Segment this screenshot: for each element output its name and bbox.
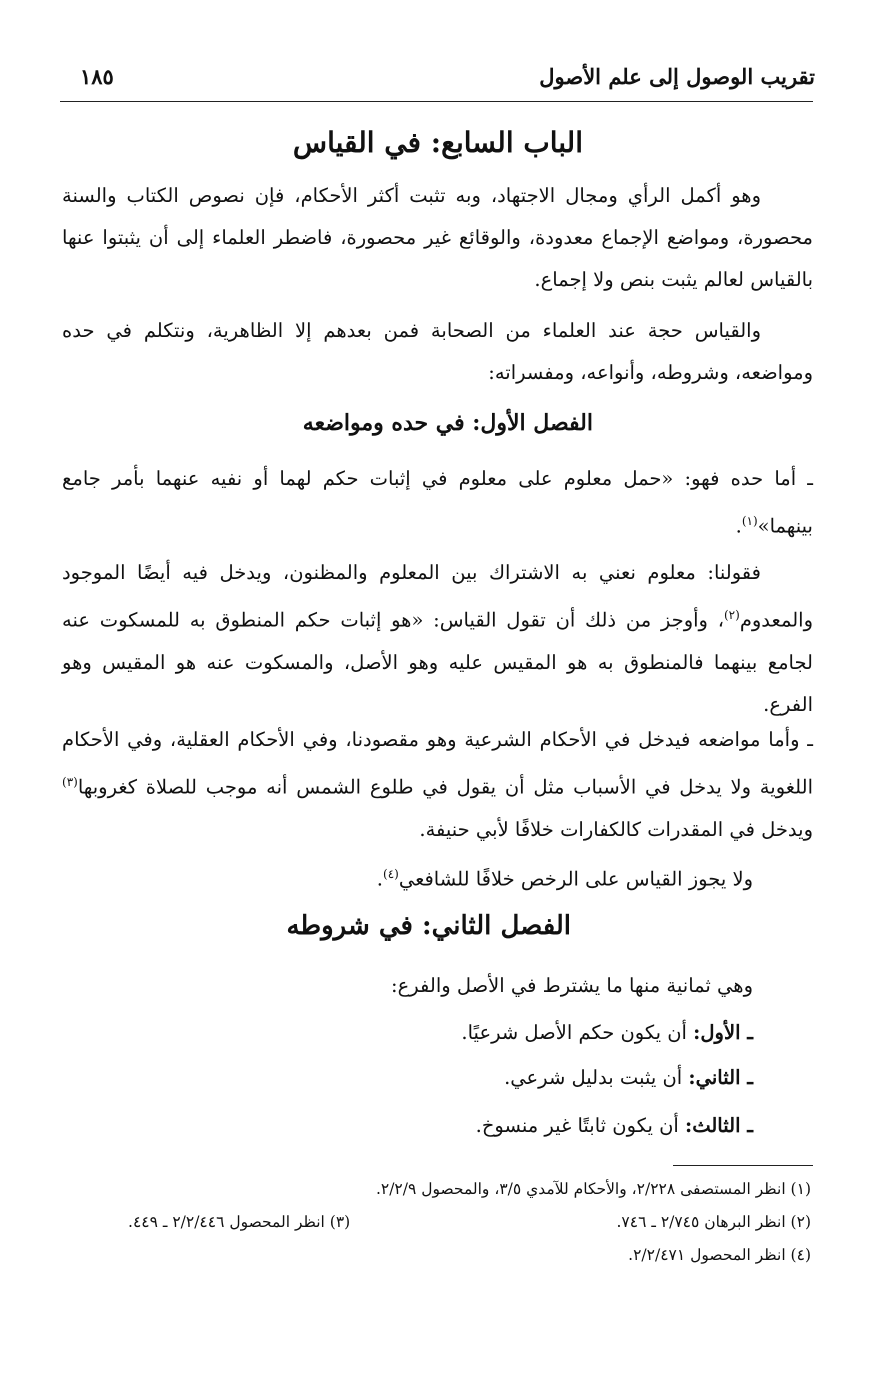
condition-label: ـ الثاني: <box>688 1066 753 1089</box>
footnote-ref-2: (٢) <box>723 608 740 622</box>
header-rule <box>60 101 813 102</box>
paragraph-rukhas: ولا يجوز القياس على الرخص خلافًا للشافعي$^{(٤)}$. <box>376 867 753 891</box>
condition-text: أن يثبت بدليل شرعي. <box>504 1066 683 1089</box>
footnote-ref-4: (٤) <box>383 867 399 881</box>
condition-text: أن يكون حكم الأصل شرعيًا. <box>461 1021 687 1044</box>
footnote-3: (٣) انظر المحصول ٢/٢/٤٤٦ ـ ٤٤٩. <box>128 1213 351 1231</box>
definition-text: ـ أما حده فهو: «حمل معلوم على معلوم في إثبات حكم لهما أو نفيه عنهما بأمر جامع بينهما» <box>62 467 813 538</box>
chapter-heading: الباب السابع: في القياس <box>292 126 583 159</box>
paragraph-intro: وهو أكمل الرأي ومجال الاجتهاد، وبه تثبت أكثر الأحكام، فإن نصوص الكتاب والسنة محصورة، ومواضع الإجماع معدودة، والوقائع غير محصورة، فاضطر العلماء إلى أن يثبتوا عنها بالقياس لعالم يثبت بنص ولا إجماع. <box>62 184 813 291</box>
section-heading-conditions: الفصل الثاني: في شروطه <box>286 911 571 941</box>
explanation-text-a: فقولنا: معلوم نعني به الاشتراك بين المعلوم والمظنون، ويدخل فيه أيضًا الموجود والمعدوم <box>62 561 813 632</box>
condition-item <box>504 1066 753 1089</box>
condition-item <box>461 1021 753 1044</box>
explanation-text-b: ، وأوجز من ذلك أن تقول القياس: «هو إثبات حكم المنطوق به للمسكوت عنه لجامع بينهما فالمنطوق به هو المقيس عليه وهو الأصل، والمسكوت عنه هو المقيس وهو الفرع. <box>62 608 813 716</box>
places-text-b: ويدخل في المقدرات كالكفارات خلافًا لأبي حنيفة. <box>419 817 813 841</box>
paragraph-places <box>62 719 813 851</box>
footnote-rule <box>673 1165 813 1166</box>
page-number: ١٨٥ <box>80 64 114 89</box>
running-title: تقريب الوصول إلى علم الأصول <box>539 64 815 89</box>
running-header <box>60 64 815 98</box>
conditions-intro: وهي ثمانية منها ما يشترط في الأصل والفرع: <box>391 974 753 997</box>
paragraph-definition: ـ أما حده فهو: «حمل معلوم على معلوم في إثبات حكم لهما أو نفيه عنهما بأمر جامع بينهما»$^{(١)}$. <box>62 467 813 538</box>
footnote-1: (١) انظر المستصفى ٢/٢٢٨، والأحكام للآمدي ٣/٥، والمحصول ٢/٢/٩. <box>375 1180 811 1198</box>
footnote-4: (٤) انظر المحصول ٢/٢/٤٧١. <box>628 1246 811 1264</box>
paragraph-hujja: والقياس حجة عند العلماء من الصحابة فمن بعدهم إلا الظاهرية، ونتكلم في حده ومواضعه، وشروطه، وأنواعه، ومفسراته: <box>62 319 813 384</box>
condition-text: أن يكون ثابتًا غير منسوخ. <box>475 1114 679 1137</box>
rukhas-text: ولا يجوز القياس على الرخص خلافًا للشافعي <box>398 867 753 891</box>
places-text-a: ـ وأما مواضعه فيدخل في الأحكام الشرعية وهو مقصودنا، وفي الأحكام العقلية، وفي الأحكام اللغوية ولا يدخل في الأسباب مثل أن يقول في طلوع الشمس أنه موجب للصلاة كغروبها <box>62 728 813 799</box>
section-heading-definition: الفصل الأول: في حده ومواضعه <box>302 410 593 436</box>
paragraph-explanation <box>62 552 813 726</box>
condition-label: ـ الثالث: <box>685 1114 753 1137</box>
condition-item <box>476 1114 753 1137</box>
condition-label: ـ الأول: <box>693 1021 753 1044</box>
footnote-ref-3: (٣) <box>62 775 78 789</box>
footnote-ref-1: (١) <box>741 514 758 528</box>
footnote-2: (٢) انظر البرهان ٢/٧٤٥ ـ ٧٤٦. <box>616 1213 811 1231</box>
